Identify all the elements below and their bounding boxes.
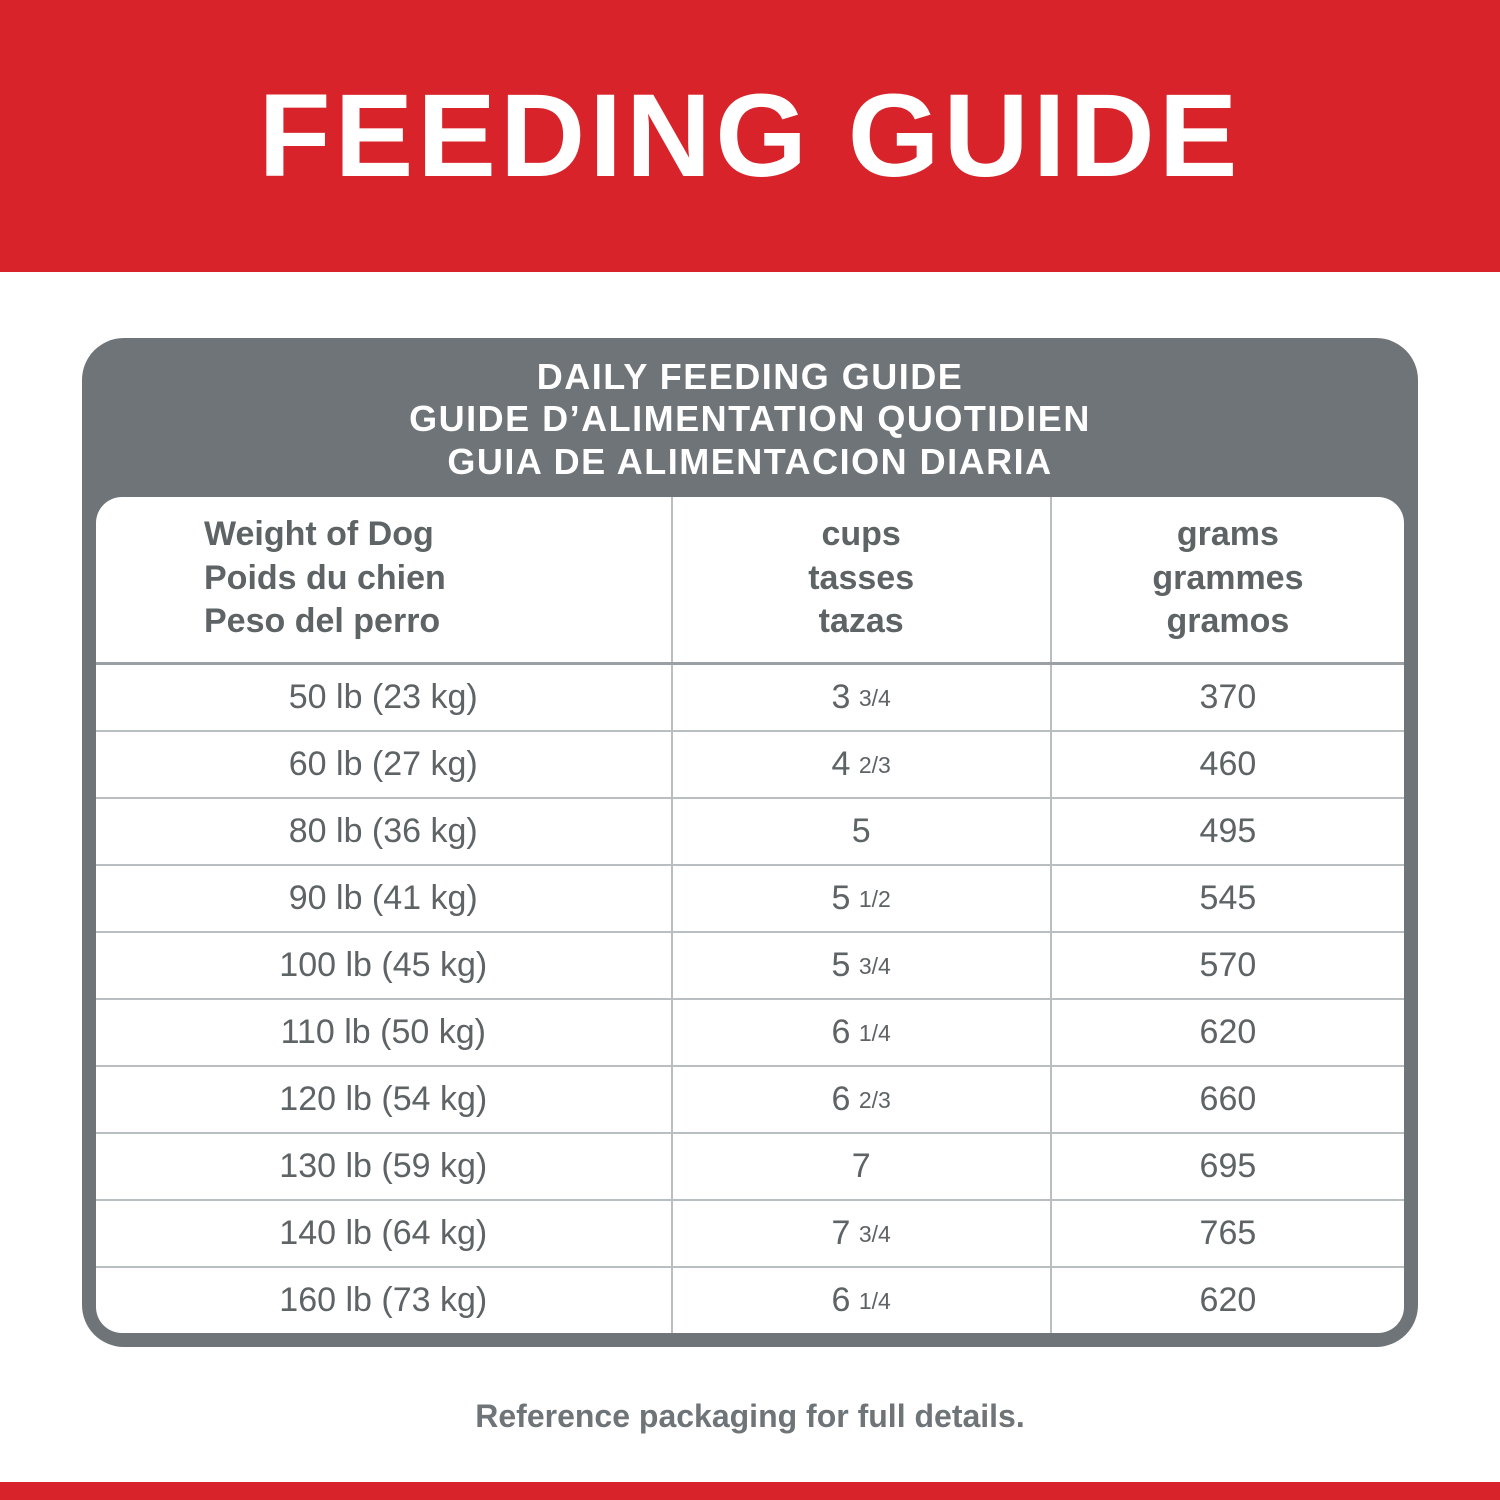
column-header-cups-en: cups	[821, 515, 901, 554]
cell-cups-fraction: 3/4	[852, 1220, 891, 1247]
table-row	[96, 1133, 1404, 1200]
column-header-grams-es: gramos	[1166, 602, 1290, 641]
table-row	[96, 663, 1404, 731]
feeding-guide-banner	[0, 0, 1500, 272]
table-row	[96, 865, 1404, 932]
cell-cups-fraction: 2/3	[852, 751, 891, 778]
cell-grams: 620	[1051, 999, 1404, 1066]
cell-grams: 460	[1051, 731, 1404, 798]
column-header-grams-en: grams	[1176, 515, 1279, 554]
cell-grams: 695	[1051, 1133, 1404, 1200]
column-header-grams-fr: grammes	[1152, 558, 1304, 597]
cell-cups-fraction: 1/4	[852, 1019, 891, 1046]
cell-grams: 545	[1051, 865, 1404, 932]
table-row	[96, 798, 1404, 865]
cell-cups-fraction: 3/4	[852, 952, 891, 979]
footnote-text: Reference packaging for full details.	[475, 1398, 1025, 1434]
heading-line-french: GUIDE D’ALIMENTATION QUOTIDIEN	[409, 398, 1091, 440]
cell-cups-fraction: 1/4	[852, 1287, 891, 1314]
cell-weight: 140 lb (64 kg)	[96, 1200, 672, 1267]
column-header-cups-es: tazas	[818, 602, 904, 641]
cell-grams: 765	[1051, 1200, 1404, 1267]
table-header-row	[96, 497, 1404, 663]
table-row	[96, 1267, 1404, 1333]
cell-weight: 100 lb (45 kg)	[96, 932, 672, 999]
cell-grams: 570	[1051, 932, 1404, 999]
page-title: FEEDING GUIDE	[258, 70, 1242, 202]
cell-weight: 120 lb (54 kg)	[96, 1066, 672, 1133]
cell-weight: 50 lb (23 kg)	[96, 663, 672, 731]
cell-grams: 660	[1051, 1066, 1404, 1133]
cell-grams: 620	[1199, 1280, 1257, 1319]
cell-cups: 6 1/4	[672, 999, 1051, 1066]
cell-cups: 5 1/2	[672, 865, 1051, 932]
column-header-weight-en: Weight of Dog	[204, 515, 434, 554]
cell-cups: 5 3/4	[672, 932, 1051, 999]
feeding-table	[96, 497, 1404, 1333]
bottom-red-strip	[0, 1482, 1500, 1500]
cell-cups: 6 1/4	[672, 1267, 1051, 1333]
cell-cups: 6 2/3	[672, 1066, 1051, 1133]
cell-cups-fraction: 3/4	[852, 684, 891, 711]
cell-weight: 60 lb (27 kg)	[96, 731, 672, 798]
feeding-table-container	[96, 497, 1404, 1333]
column-header-weight-es: Peso del perro	[204, 602, 441, 641]
heading-line-english: DAILY FEEDING GUIDE	[536, 356, 964, 397]
table-row	[96, 1066, 1404, 1133]
cell-weight: 90 lb (41 kg)	[96, 865, 672, 932]
cell-cups: 5	[672, 798, 1051, 865]
cell-weight: 80 lb (36 kg)	[96, 798, 672, 865]
cell-cups: 3 3/4	[672, 663, 1051, 731]
column-header-weight	[96, 497, 672, 663]
table-row	[96, 1200, 1404, 1267]
table-row	[96, 999, 1404, 1066]
daily-feeding-guide-card	[82, 338, 1418, 1347]
heading-line-spanish: GUIA DE ALIMENTACION DIARIA	[447, 440, 1053, 482]
column-header-cups-fr: tasses	[808, 558, 915, 597]
table-row	[96, 731, 1404, 798]
cell-cups: 7	[672, 1133, 1051, 1200]
cell-cups-fraction: 1/2	[852, 885, 891, 912]
cell-cups: 7 3/4	[672, 1200, 1051, 1267]
table-row	[96, 932, 1404, 999]
feeding-table-body	[96, 663, 1404, 1333]
column-header-grams	[1051, 497, 1404, 663]
cell-weight: 160 lb (73 kg)	[96, 1267, 672, 1333]
cell-grams: 495	[1051, 798, 1404, 865]
card-heading	[82, 338, 1418, 497]
cell-cups-fraction: 2/3	[852, 1086, 891, 1113]
cell-weight: 110 lb (50 kg)	[96, 999, 672, 1066]
cell-weight: 130 lb (59 kg)	[96, 1133, 672, 1200]
column-header-cups	[672, 497, 1051, 663]
cell-cups: 4 2/3	[672, 731, 1051, 798]
cell-grams: 370	[1051, 663, 1404, 731]
column-header-weight-fr: Poids du chien	[204, 558, 446, 597]
